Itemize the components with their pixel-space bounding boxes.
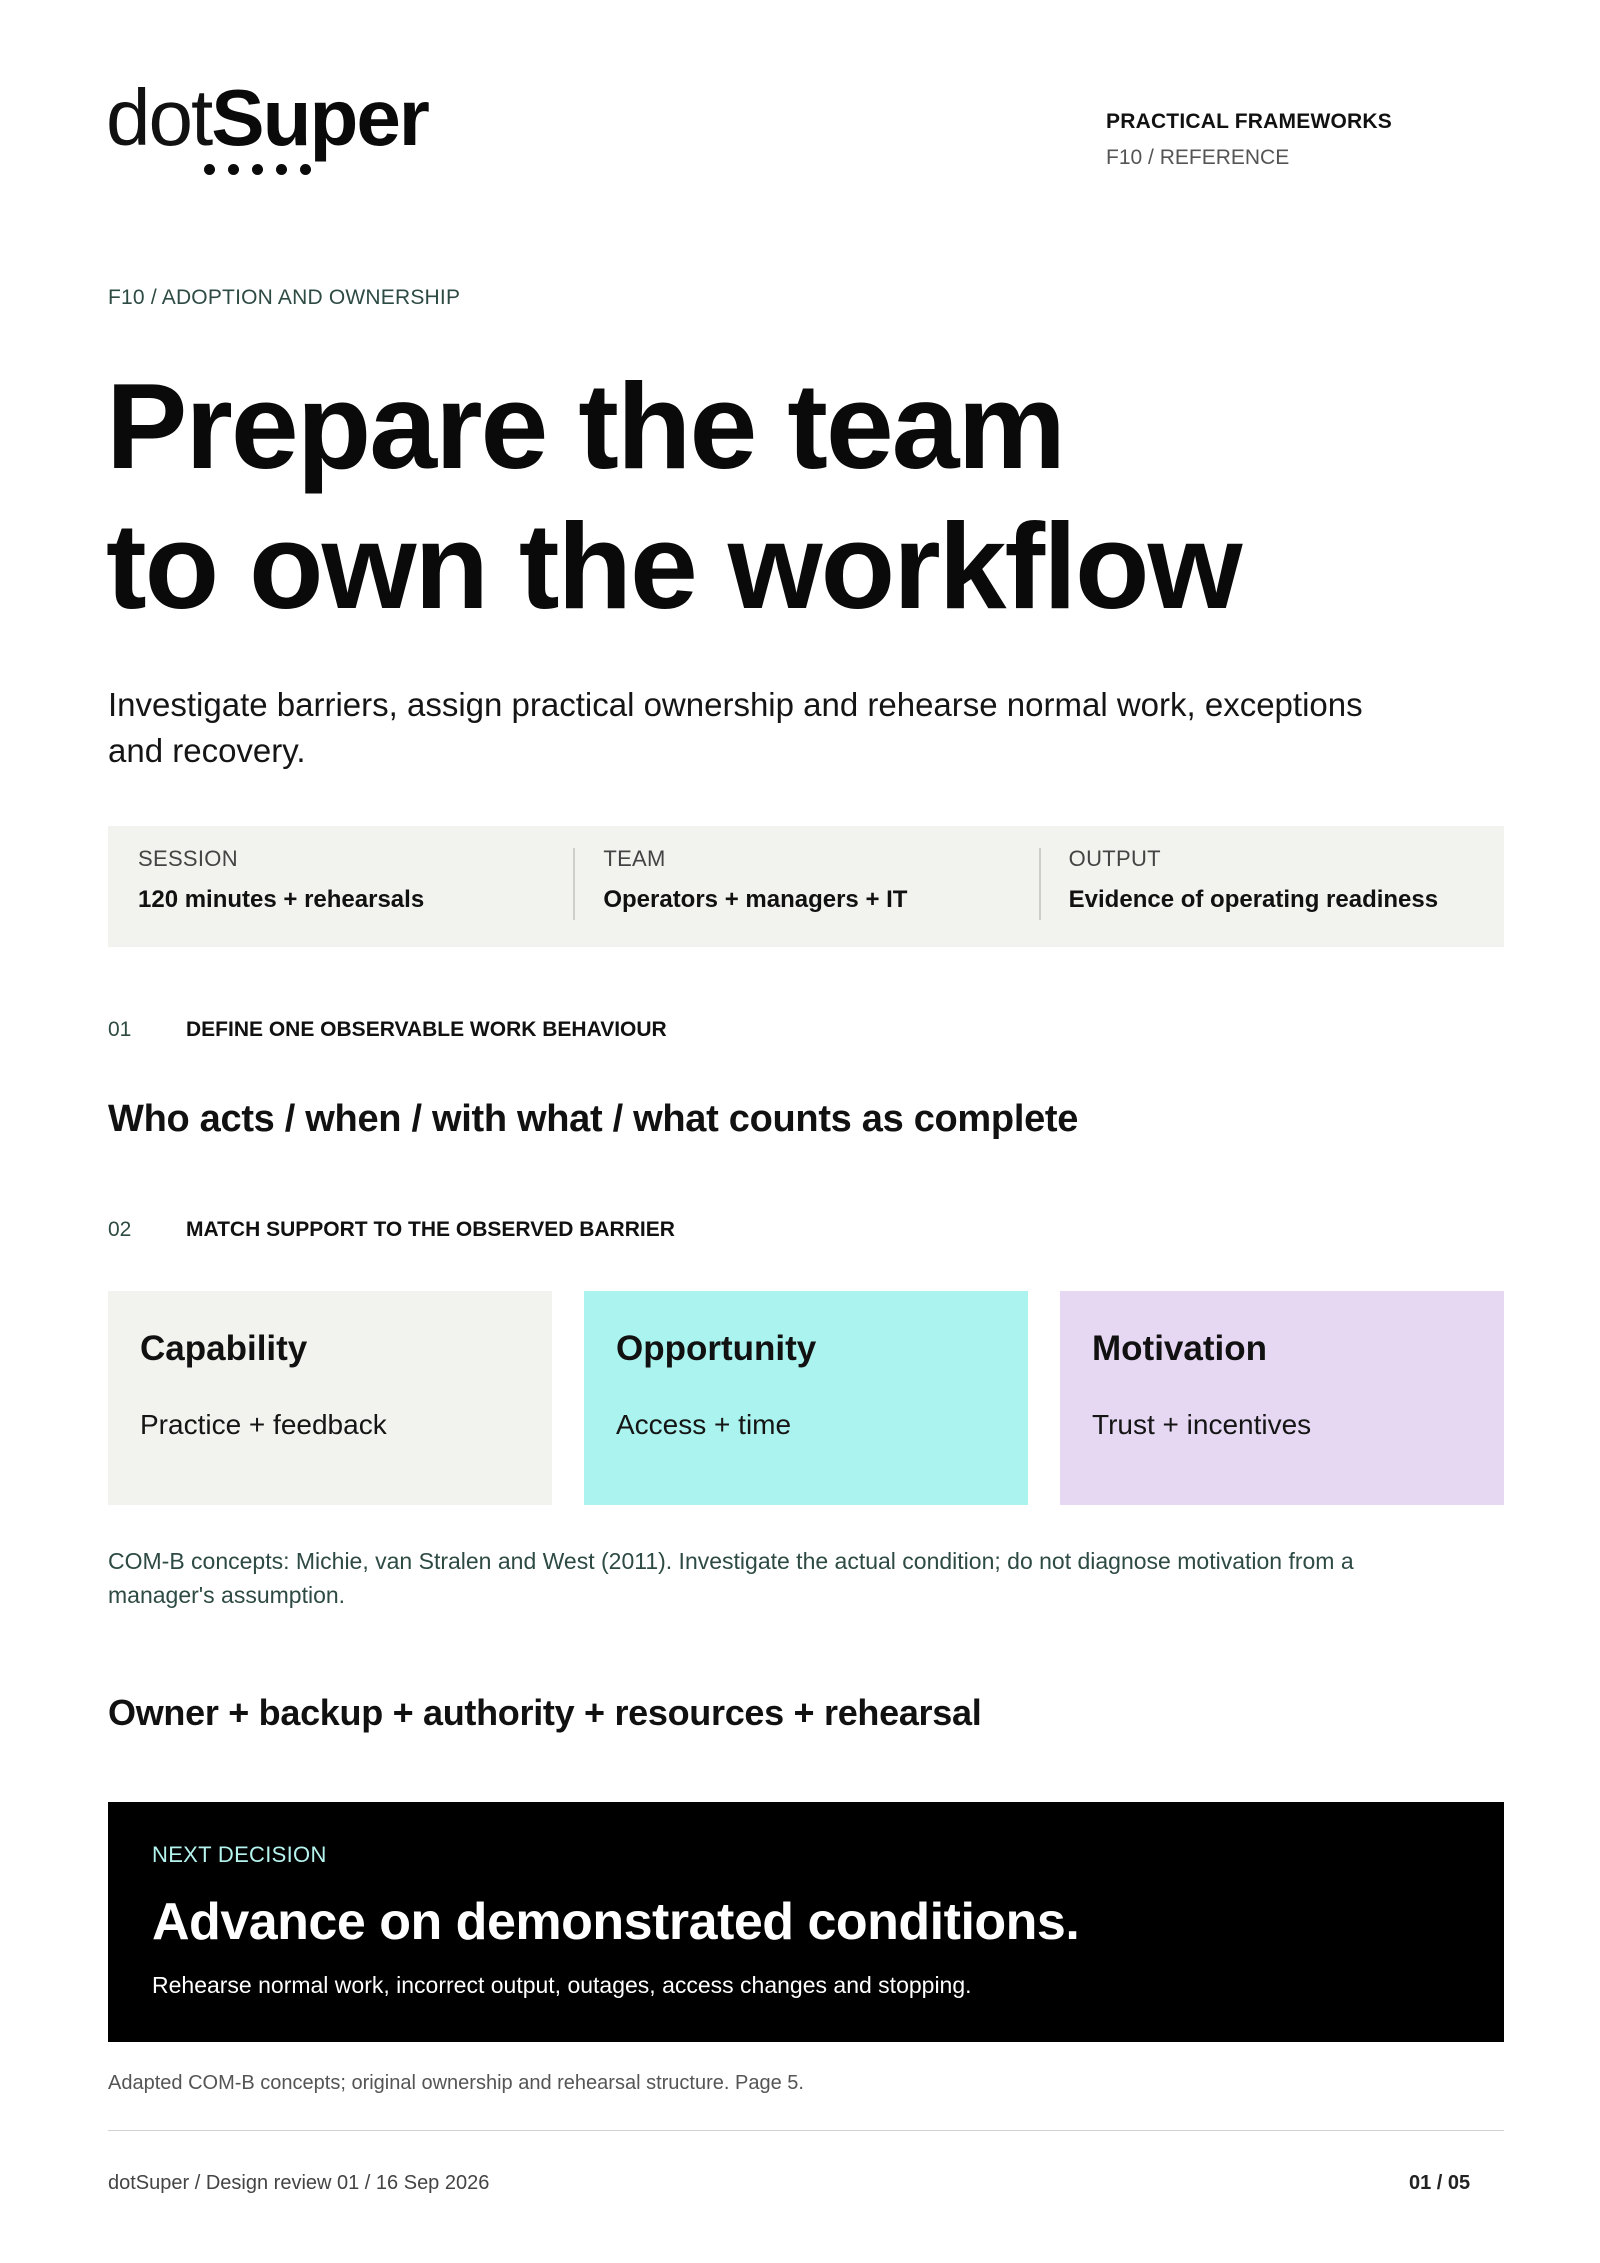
barrier-cards: [108, 1291, 1504, 1505]
step-text: DEFINE ONE OBSERVABLE WORK BEHAVIOUR: [186, 1018, 667, 1041]
behaviour-formula: Who acts / when / with what / what counts as complete: [108, 1098, 1079, 1140]
decision-headline: Advance on demonstrated conditions.: [152, 1893, 1080, 1951]
step-number: 01: [108, 1018, 132, 1041]
ownership-formula: Owner + backup + authority + resources + rehearsal: [108, 1692, 982, 1733]
card-body: Access + time: [616, 1409, 792, 1440]
reference-label: F10 / REFERENCE: [1106, 146, 1290, 169]
decision-body: Rehearse normal work, incorrect output, outages, access changes and stopping.: [152, 1972, 972, 1998]
logo-dots-icon: [204, 164, 311, 175]
decision-tag: NEXT DECISION: [152, 1842, 327, 1867]
card-body: Practice + feedback: [140, 1409, 387, 1440]
card-body: Trust + incentives: [1092, 1409, 1312, 1440]
footer-divider: [108, 2130, 1504, 2131]
title-line-2: to own the workflow: [106, 498, 1241, 634]
step-01-heading: [108, 1018, 667, 1042]
card-title: Capability: [140, 1329, 308, 1368]
logo-bold-text: Super: [211, 73, 428, 162]
meta-team: [573, 826, 1038, 947]
step-02-heading: [108, 1218, 675, 1242]
card-title: Motivation: [1092, 1329, 1267, 1368]
meta-value: 120 minutes + rehearsals: [138, 886, 425, 913]
next-decision-panel: [108, 1802, 1504, 2042]
card-capability: [108, 1291, 552, 1505]
series-label: PRACTICAL FRAMEWORKS: [1106, 110, 1392, 133]
meta-value: Evidence of operating readiness: [1068, 886, 1439, 913]
meta-label: SESSION: [138, 846, 238, 871]
brand-logo: [106, 73, 466, 178]
meta-label: OUTPUT: [1068, 846, 1161, 871]
meta-output: [1039, 826, 1504, 947]
logo-light-text: dot: [106, 73, 212, 162]
header-meta: [1106, 110, 1392, 170]
card-opportunity: [584, 1291, 1028, 1505]
meta-value: Operators + managers + IT: [603, 886, 908, 913]
step-text: MATCH SUPPORT TO THE OBSERVED BARRIER: [186, 1218, 675, 1241]
lede-paragraph: Investigate barriers, assign practical ownership and rehearse normal work, exceptions and recovery.: [108, 686, 1363, 769]
meta-label: TEAM: [603, 846, 666, 871]
eyebrow: F10 / ADOPTION AND OWNERSHIP: [108, 286, 461, 309]
footer-text: dotSuper / Design review 01 / 16 Sep 2026: [108, 2172, 490, 2194]
session-meta-box: [108, 826, 1504, 947]
card-motivation: [1060, 1291, 1504, 1505]
title-line-1: Prepare the team: [106, 358, 1064, 494]
step-number: 02: [108, 1218, 132, 1241]
meta-session: [108, 826, 573, 947]
page-number: 01 / 05: [1409, 2172, 1471, 2194]
com-b-note: COM-B concepts: Michie, van Stralen and West (2011). Investigate the actual condition; do not diagnose motivation from a manager's assumption.: [108, 1548, 1354, 1608]
page-title: [106, 356, 1240, 636]
card-title: Opportunity: [616, 1329, 817, 1368]
source-caption: Adapted COM-B concepts; original ownership and rehearsal structure. Page 5.: [108, 2072, 804, 2094]
